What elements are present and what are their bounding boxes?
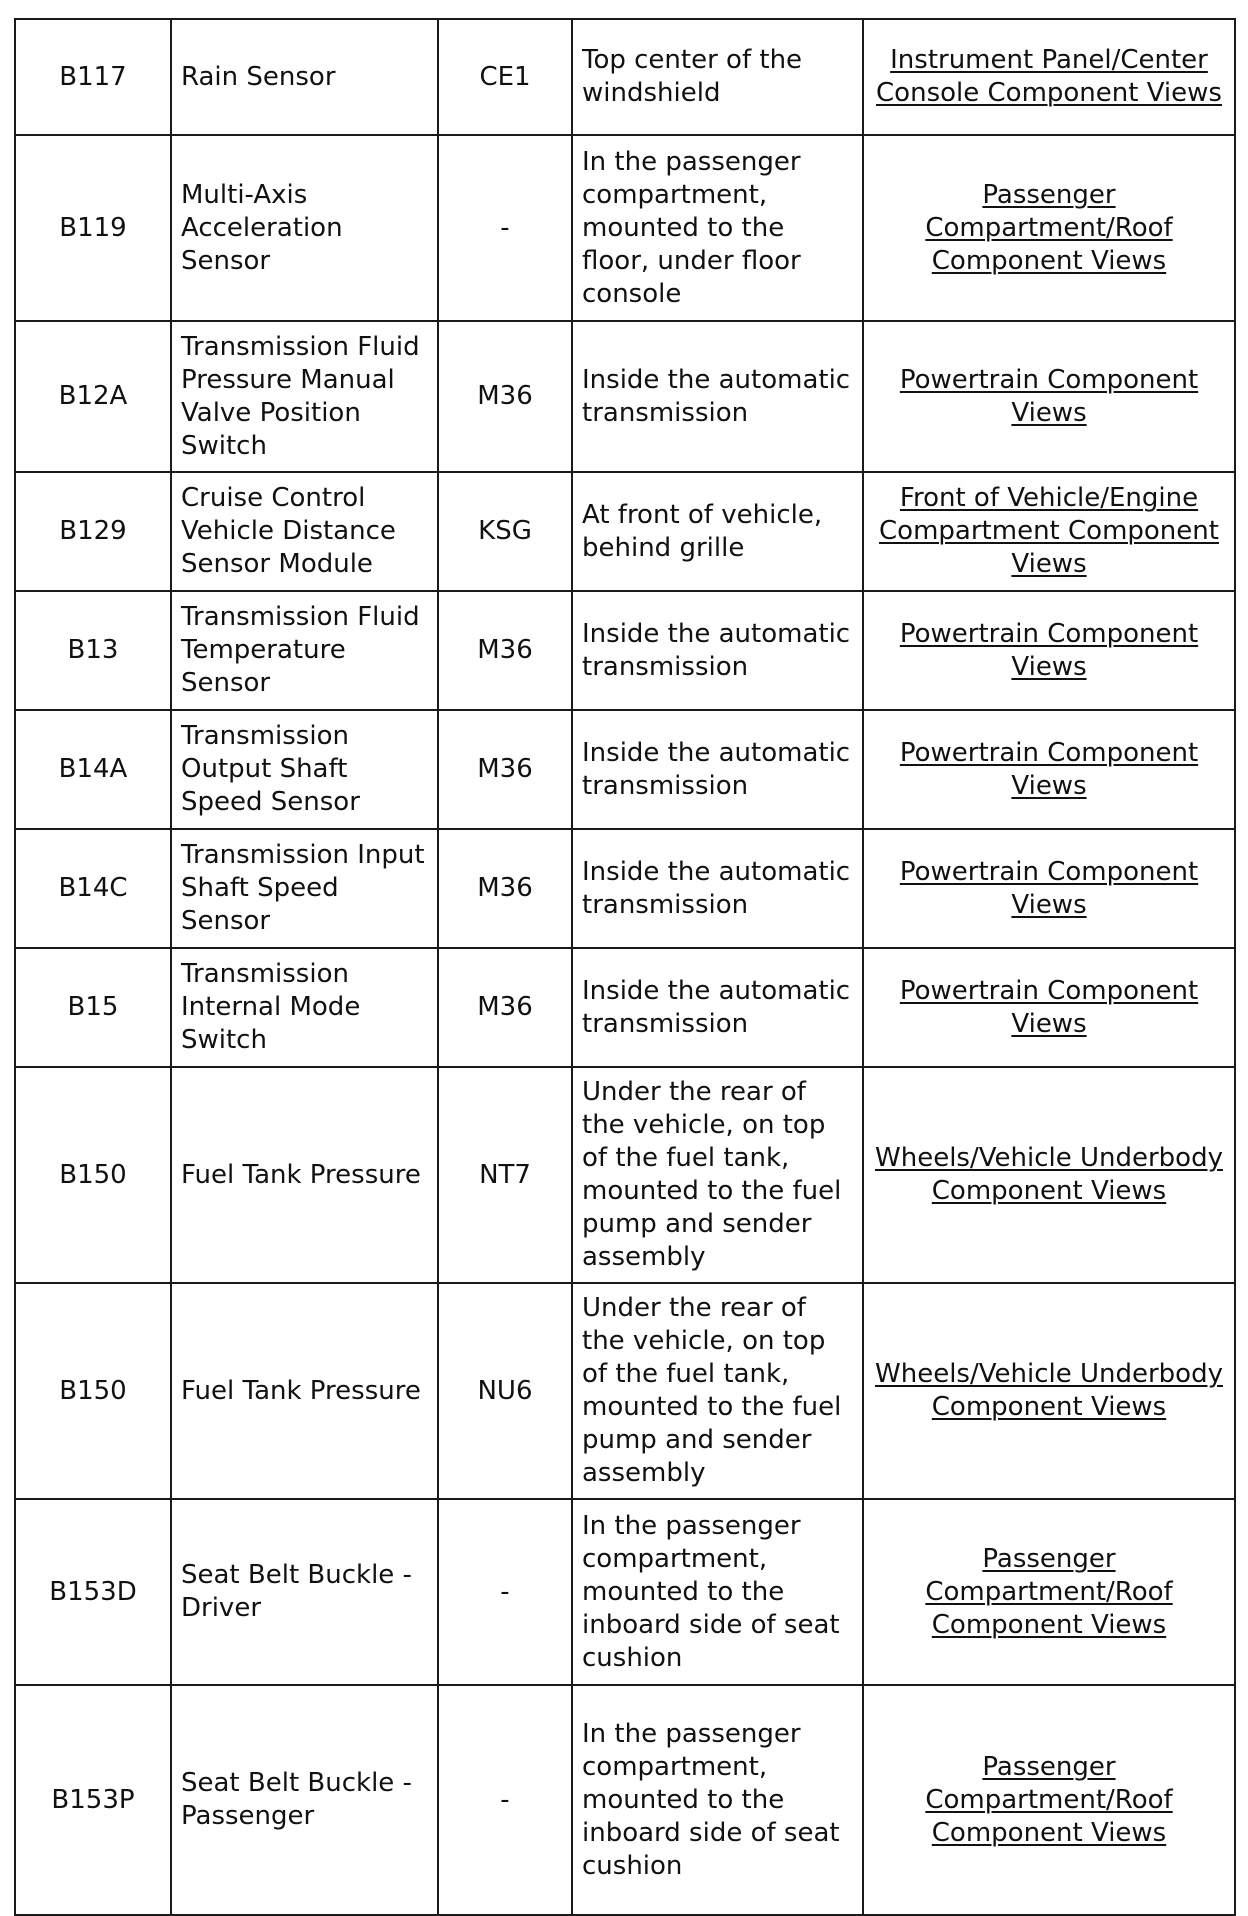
location-cell: At front of vehicle, behind grille: [572, 472, 863, 591]
location-cell: Inside the automatic transmission: [572, 829, 863, 948]
option-code-cell: -: [438, 135, 572, 321]
component-view-link[interactable]: Powertrain Component Views: [899, 737, 1199, 801]
option-code-cell: M36: [438, 591, 572, 710]
table-row: [15, 829, 1235, 948]
component-view-link[interactable]: Powertrain Component Views: [899, 364, 1199, 428]
table-row: [15, 948, 1235, 1067]
component-view-link[interactable]: Powertrain Component Views: [899, 856, 1199, 920]
table-row: [15, 1499, 1235, 1685]
table-row: [15, 1685, 1235, 1915]
component-view-link[interactable]: Wheels/Vehicle Underbody Component Views: [875, 1143, 1223, 1206]
component-view-link[interactable]: Powertrain Component Views: [899, 975, 1199, 1039]
view-link-cell: [863, 948, 1235, 1067]
view-link-cell: [863, 19, 1235, 135]
view-link-cell: [863, 591, 1235, 710]
component-view-link[interactable]: Wheels/Vehicle Underbody Component Views: [875, 1359, 1223, 1422]
option-code-cell: KSG: [438, 472, 572, 591]
component-id-cell: B153P: [15, 1685, 171, 1915]
component-name-cell: Cruise Control Vehicle Distance Sensor Module: [171, 472, 438, 591]
component-locator-table: [14, 18, 1236, 1916]
component-id-cell: B14A: [15, 710, 171, 829]
option-code-cell: CE1: [438, 19, 572, 135]
location-cell: In the passenger compartment, mounted to the inboard side of seat cushion: [572, 1499, 863, 1685]
component-view-link[interactable]: Powertrain Component Views: [899, 618, 1199, 682]
location-cell: Under the rear of the vehicle, on top of the fuel tank, mounted to the fuel pump and sender assembly: [572, 1067, 863, 1283]
option-code-cell: NU6: [438, 1283, 572, 1499]
component-id-cell: B13: [15, 591, 171, 710]
table-row: [15, 591, 1235, 710]
view-link-cell: [863, 1283, 1235, 1499]
component-view-link[interactable]: Front of Vehicle/Engine Compartment Component Views: [879, 483, 1219, 579]
view-link-cell: [863, 135, 1235, 321]
component-view-link[interactable]: Passenger Compartment/Roof Component Views: [925, 1751, 1173, 1848]
component-name-cell: Transmission Fluid Temperature Sensor: [171, 591, 438, 710]
table-row: [15, 321, 1235, 472]
component-name-cell: Rain Sensor: [171, 19, 438, 135]
table-row: [15, 1067, 1235, 1283]
location-cell: Under the rear of the vehicle, on top of the fuel tank, mounted to the fuel pump and sender assembly: [572, 1283, 863, 1499]
option-code-cell: M36: [438, 948, 572, 1067]
component-name-cell: Transmission Internal Mode Switch: [171, 948, 438, 1067]
component-view-link[interactable]: Passenger Compartment/Roof Component Views: [925, 179, 1173, 276]
table-row: [15, 710, 1235, 829]
option-code-cell: M36: [438, 710, 572, 829]
component-name-cell: Transmission Fluid Pressure Manual Valve Position Switch: [171, 321, 438, 472]
component-id-cell: B150: [15, 1283, 171, 1499]
table-row: [15, 472, 1235, 591]
component-name-cell: Fuel Tank Pressure: [171, 1067, 438, 1283]
component-id-cell: B14C: [15, 829, 171, 948]
component-name-cell: Fuel Tank Pressure: [171, 1283, 438, 1499]
view-link-cell: [863, 1067, 1235, 1283]
option-code-cell: M36: [438, 321, 572, 472]
component-name-cell: Seat Belt Buckle - Passenger: [171, 1685, 438, 1915]
option-code-cell: NT7: [438, 1067, 572, 1283]
location-cell: Inside the automatic transmission: [572, 321, 863, 472]
location-cell: In the passenger compartment, mounted to the floor, under floor console: [572, 135, 863, 321]
component-id-cell: B117: [15, 19, 171, 135]
component-id-cell: B150: [15, 1067, 171, 1283]
table-row: [15, 135, 1235, 321]
component-name-cell: Multi-Axis Acceleration Sensor: [171, 135, 438, 321]
component-view-link[interactable]: Passenger Compartment/Roof Component Views: [925, 1543, 1173, 1640]
component-id-cell: B12A: [15, 321, 171, 472]
location-cell: Top center of the windshield: [572, 19, 863, 135]
table-row: [15, 19, 1235, 135]
component-view-link[interactable]: Instrument Panel/Center Console Component Views: [876, 45, 1222, 108]
component-id-cell: B153D: [15, 1499, 171, 1685]
component-id-cell: B129: [15, 472, 171, 591]
component-id-cell: B15: [15, 948, 171, 1067]
option-code-cell: -: [438, 1685, 572, 1915]
component-name-cell: Transmission Input Shaft Speed Sensor: [171, 829, 438, 948]
view-link-cell: [863, 1685, 1235, 1915]
component-id-cell: B119: [15, 135, 171, 321]
location-cell: Inside the automatic transmission: [572, 948, 863, 1067]
option-code-cell: M36: [438, 829, 572, 948]
option-code-cell: -: [438, 1499, 572, 1685]
view-link-cell: [863, 1499, 1235, 1685]
view-link-cell: [863, 472, 1235, 591]
table-row: [15, 1283, 1235, 1499]
location-cell: In the passenger compartment, mounted to the inboard side of seat cushion: [572, 1685, 863, 1915]
view-link-cell: [863, 710, 1235, 829]
component-name-cell: Transmission Output Shaft Speed Sensor: [171, 710, 438, 829]
location-cell: Inside the automatic transmission: [572, 591, 863, 710]
component-name-cell: Seat Belt Buckle - Driver: [171, 1499, 438, 1685]
view-link-cell: [863, 321, 1235, 472]
location-cell: Inside the automatic transmission: [572, 710, 863, 829]
view-link-cell: [863, 829, 1235, 948]
